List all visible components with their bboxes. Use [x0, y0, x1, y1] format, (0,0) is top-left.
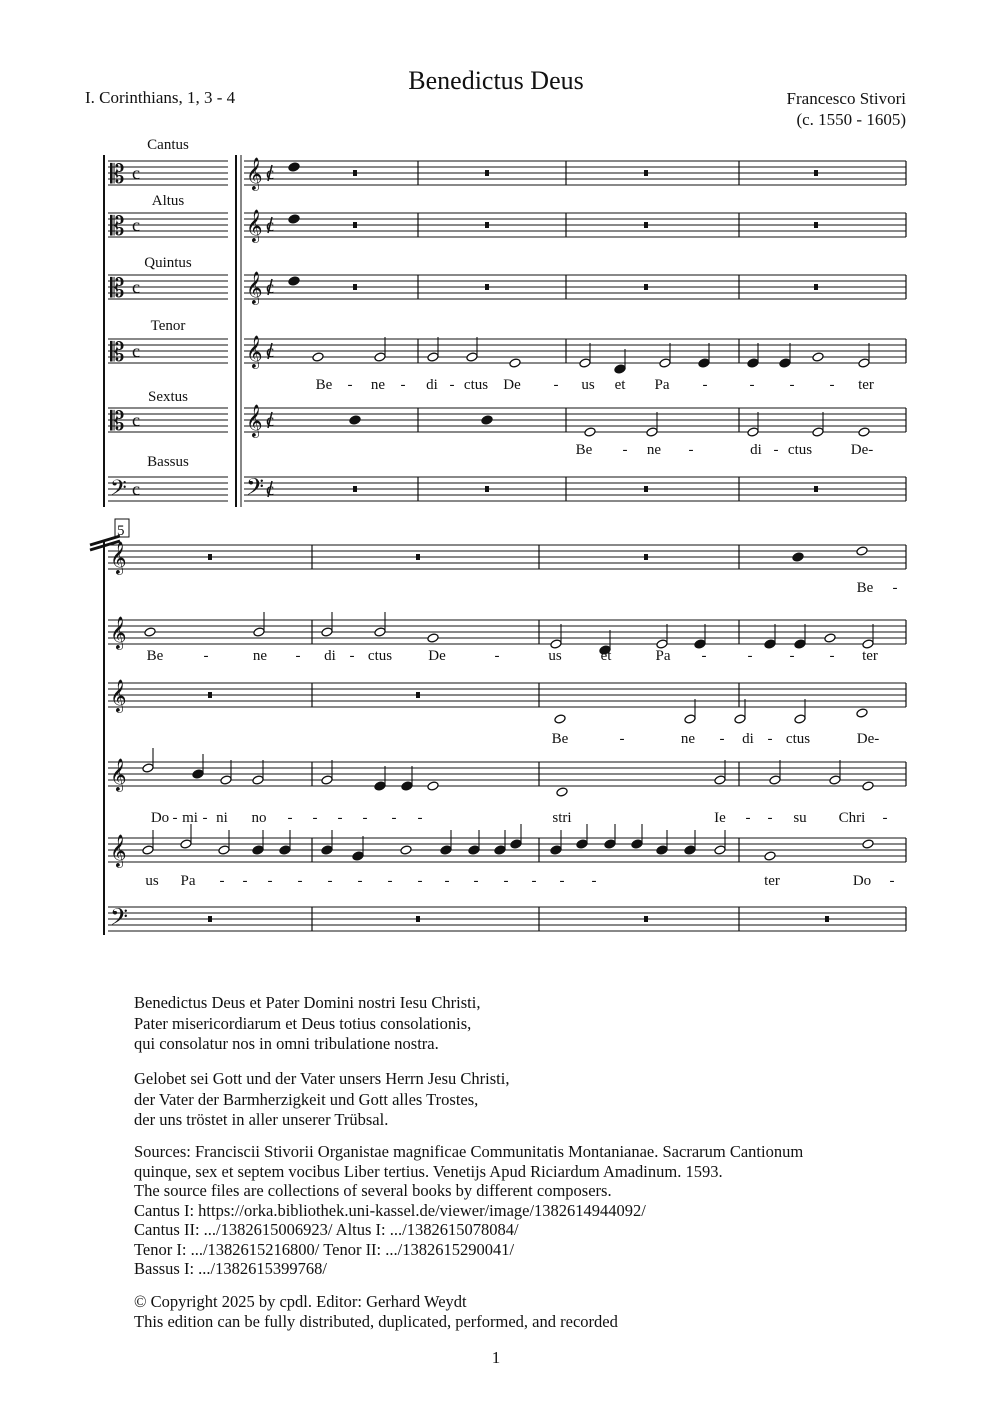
note-head [824, 633, 836, 643]
whole-rest [208, 554, 212, 560]
lyric-altus: di [324, 648, 336, 664]
note-head [144, 627, 156, 637]
lyric-altus: Pa [655, 648, 671, 664]
lyric-altus: - [349, 648, 355, 664]
incipit-note [288, 276, 300, 286]
note-head [321, 627, 333, 637]
note-head [684, 845, 696, 855]
note-head [646, 427, 658, 437]
lyric-sextus: - [688, 442, 694, 458]
lyric-quintus: Be [551, 731, 569, 747]
lyric-tenor: - [400, 377, 406, 393]
lyric-tenor: - [749, 377, 755, 393]
lyric-sextus: Do [852, 873, 872, 889]
lyric-sextus: - [357, 873, 363, 889]
lyric-tenor: ctus [463, 377, 489, 393]
note-head [349, 415, 361, 425]
treble-clef-icon: 𝄞 [110, 679, 127, 712]
lyric-tenor: De [503, 377, 521, 393]
note-head [769, 775, 781, 785]
whole-rest [814, 486, 818, 492]
lyric-tenor: - [362, 810, 368, 826]
page-number: 1 [491, 1348, 501, 1367]
c-clef-icon: 𝄡 [110, 160, 125, 190]
lyric-altus: - [789, 648, 795, 664]
half-rest [792, 552, 804, 562]
note-head [466, 352, 478, 362]
treble-clef-icon: 𝄞 [246, 404, 263, 437]
note-head [714, 775, 726, 785]
note-head [862, 781, 874, 791]
note-head [374, 627, 386, 637]
note-head [747, 358, 759, 368]
treble-clef-icon: 𝄞 [110, 616, 127, 649]
page-title: Benedictus Deus [408, 66, 584, 95]
german-line: Gelobet sei Gott und der Vater unsers Herrn Jesu Christi, [134, 1069, 510, 1088]
bass-clef-icon: 𝄢 [110, 476, 127, 506]
lyric-sextus: - [591, 873, 597, 889]
lyric-tenor: Ie [714, 810, 726, 826]
copyright-text [134, 1292, 618, 1332]
lyric-sextus: di [750, 442, 762, 458]
whole-rest [208, 916, 212, 922]
lyric-sextus: Be [575, 442, 593, 458]
whole-rest [644, 916, 648, 922]
lyric-altus: Be [146, 648, 164, 664]
treble-clef-icon: 𝄞 [246, 209, 263, 242]
lyric-sextus: - [417, 873, 423, 889]
c-clef-icon: 𝄡 [110, 212, 125, 242]
lyric-cantus: - [892, 580, 898, 596]
whole-rest [644, 554, 648, 560]
lyric-tenor: - [745, 810, 751, 826]
lyric-tenor: - [391, 810, 397, 826]
common-time-icon: c [266, 479, 274, 499]
note-head [374, 352, 386, 362]
lyric-sextus: - [297, 873, 303, 889]
treble-clef-icon: 𝄞 [246, 335, 263, 368]
lyric-quintus: - [719, 731, 725, 747]
lyric-sextus: - [219, 873, 225, 889]
lyric-tenor: Do [150, 810, 170, 826]
sources-text [134, 1142, 803, 1279]
scripture-reference: I. Corinthians, 1, 3 - 4 [85, 88, 236, 107]
note-head [440, 845, 452, 855]
common-time-icon: c [132, 410, 140, 430]
note-head [180, 839, 192, 849]
whole-rest [644, 486, 648, 492]
bass-clef-icon: 𝄢 [246, 473, 265, 506]
source-line: Bassus I: .../1382615399768/ [134, 1259, 327, 1278]
whole-rest [485, 284, 489, 290]
lyric-tenor: di [426, 377, 438, 393]
note-head [400, 845, 412, 855]
lyric-altus: ter [862, 648, 878, 664]
lyric-altus: us [548, 648, 562, 664]
note-head [829, 775, 841, 785]
note-head [747, 427, 759, 437]
c-clef-icon: 𝄡 [110, 407, 125, 437]
whole-rest [353, 170, 357, 176]
note-head [858, 358, 870, 368]
lyric-tenor: - [287, 810, 293, 826]
common-time-icon: c [266, 277, 274, 297]
note-head [794, 714, 806, 724]
whole-rest [416, 692, 420, 698]
incipit-note [288, 214, 300, 224]
note-head [684, 714, 696, 724]
lyric-sextus: - [267, 873, 273, 889]
whole-rest [485, 170, 489, 176]
note-head [812, 352, 824, 362]
lyric-tenor: - [202, 810, 208, 826]
whole-rest [353, 222, 357, 228]
lyric-tenor: Pa [654, 377, 670, 393]
whole-rest [416, 916, 420, 922]
note-head [550, 845, 562, 855]
common-time-icon: c [132, 341, 140, 361]
note-head [321, 845, 333, 855]
lyric-altus: De [428, 648, 446, 664]
note-head [427, 633, 439, 643]
whole-rest [485, 222, 489, 228]
lyric-quintus: ne [680, 731, 696, 747]
lyric-tenor: no [251, 810, 267, 826]
lyric-tenor: stri [552, 810, 572, 826]
measure-number: 5 [117, 523, 125, 539]
lyric-tenor: ne [370, 377, 386, 393]
whole-rest [814, 170, 818, 176]
voice-name-cantus: Cantus [147, 137, 189, 153]
common-time-icon: c [132, 163, 140, 183]
latin-text [134, 993, 480, 1055]
composer-name: Francesco Stivori [786, 89, 906, 108]
lyric-altus: - [701, 648, 707, 664]
lyric-tenor: - [789, 377, 795, 393]
lyric-sextus: - [531, 873, 537, 889]
whole-rest [825, 916, 829, 922]
composer-dates: (c. 1550 - 1605) [796, 110, 906, 129]
note-head [604, 839, 616, 849]
lyric-altus: - [829, 648, 835, 664]
note-head [579, 358, 591, 368]
lyric-tenor: mi [182, 810, 198, 826]
latin-line: Benedictus Deus et Pater Domini nostri Iesu Christi, [134, 993, 481, 1012]
whole-rest [353, 486, 357, 492]
common-time-icon: c [266, 163, 274, 183]
lyric-tenor: - [767, 810, 773, 826]
bass-clef-icon: 𝄢 [110, 903, 129, 936]
lyric-sextus: - [773, 442, 779, 458]
lyric-tenor: ni [216, 810, 228, 826]
source-line: Cantus II: .../1382615006923/ Altus I: .../1382615078084/ [134, 1220, 519, 1239]
latin-line: qui consolatur nos in omni tribulatione nostra. [134, 1034, 439, 1053]
german-line: der Vater der Barmherzigkeit und Gott alles Trostes, [134, 1089, 479, 1109]
lyric-altus: ctus [367, 648, 393, 664]
copyright-line: © Copyright 2025 by cpdl. Editor: Gerhard Weydt [134, 1292, 467, 1311]
voice-name-bassus: Bassus [147, 454, 189, 470]
lyric-tenor: - [172, 810, 178, 826]
lyric-sextus: - [444, 873, 450, 889]
note-head [427, 352, 439, 362]
lyric-tenor: - [702, 377, 708, 393]
treble-clef-icon: 𝄞 [246, 271, 263, 304]
common-time-icon: c [266, 215, 274, 235]
lyric-tenor: - [882, 810, 888, 826]
treble-clef-icon: 𝄞 [110, 758, 127, 791]
common-time-icon: c [266, 410, 274, 430]
note-head [192, 769, 204, 779]
german-text [134, 1069, 509, 1131]
note-head [856, 708, 868, 718]
note-head [510, 839, 522, 849]
voice-name-tenor: Tenor [150, 318, 186, 334]
lyric-tenor: su [793, 810, 807, 826]
lyric-tenor: Be [315, 377, 333, 393]
source-line: Tenor I: .../1382615216800/ Tenor II: .../1382615290041/ [134, 1239, 515, 1259]
source-line: Cantus I: https://orka.bibliothek.uni-kassel.de/viewer/image/1382614944092/ [134, 1200, 646, 1220]
note-head [794, 639, 806, 649]
lyric-tenor: - [449, 377, 455, 393]
lyric-tenor: - [829, 377, 835, 393]
note-head [321, 775, 333, 785]
whole-rest [644, 284, 648, 290]
whole-rest [644, 222, 648, 228]
note-head [856, 546, 868, 556]
lyric-cantus: Be [856, 580, 874, 596]
c-clef-icon: 𝄡 [110, 338, 125, 368]
note-head [312, 352, 324, 362]
whole-rest [814, 222, 818, 228]
note-head [734, 714, 746, 724]
whole-rest [814, 284, 818, 290]
whole-rest [353, 284, 357, 290]
whole-rest [485, 486, 489, 492]
voice-name-altus: Altus [151, 193, 185, 209]
note-head [494, 845, 506, 855]
lyric-sextus: ter [764, 873, 780, 889]
whole-rest [416, 554, 420, 560]
incipit-note [288, 162, 300, 172]
german-line: der uns tröstet in aller unserer Trübsal. [134, 1110, 389, 1129]
note-head [584, 427, 596, 437]
lyric-quintus: ctus [785, 731, 811, 747]
lyric-tenor: - [312, 810, 318, 826]
treble-clef-icon: 𝄞 [110, 541, 127, 574]
lyric-altus: - [295, 648, 301, 664]
note-head [468, 845, 480, 855]
lyric-sextus: - [889, 873, 895, 889]
lyric-sextus: - [242, 873, 248, 889]
note-head [253, 627, 265, 637]
note-head [614, 364, 626, 374]
whole-rest [644, 170, 648, 176]
note-head [401, 781, 413, 791]
note-head [779, 358, 791, 368]
treble-clef-icon: 𝄞 [110, 834, 127, 867]
treble-clef-icon: 𝄞 [246, 157, 263, 190]
note-head [252, 845, 264, 855]
lyric-quintus: di [742, 731, 754, 747]
lyric-altus: et [600, 648, 612, 664]
lyric-quintus: De- [856, 731, 880, 747]
lyric-tenor: - [417, 810, 423, 826]
note-head [631, 839, 643, 849]
whole-rest [208, 692, 212, 698]
common-time-icon: c [132, 479, 140, 499]
lyric-sextus: ne [646, 442, 662, 458]
lyric-altus: ne [252, 648, 268, 664]
lyric-tenor: - [553, 377, 559, 393]
latin-line: Pater misericordiarum et Deus totius consolationis, [134, 1013, 472, 1033]
lyric-tenor: - [347, 377, 353, 393]
note-head [142, 845, 154, 855]
source-line: The source files are collections of several books by different composers. [134, 1181, 612, 1200]
lyric-sextus: ctus [787, 442, 813, 458]
note-head [576, 839, 588, 849]
note-head [858, 427, 870, 437]
lyric-tenor: ter [858, 377, 874, 393]
note-head [142, 763, 154, 773]
lyric-sextus: De- [850, 442, 874, 458]
note-head [862, 839, 874, 849]
note-head [764, 851, 776, 861]
lyric-tenor: us [581, 377, 595, 393]
note-head [656, 845, 668, 855]
c-clef-icon: 𝄡 [110, 274, 125, 304]
common-time-icon: c [132, 277, 140, 297]
lyric-sextus: us [145, 873, 159, 889]
note-head [714, 845, 726, 855]
lyric-sextus: - [503, 873, 509, 889]
source-line: quinque, sex et septem vocibus Liber tertius. Venetijs Apud Riciardum Amadinum. 1593. [134, 1161, 723, 1181]
note-head [481, 415, 493, 425]
common-time-icon: c [266, 341, 274, 361]
note-head [556, 787, 568, 797]
voice-name-sextus: Sextus [147, 389, 189, 405]
lyric-sextus: - [387, 873, 393, 889]
lyric-quintus: - [767, 731, 773, 747]
note-head [698, 358, 710, 368]
note-head [279, 845, 291, 855]
note-head [252, 775, 264, 785]
note-head [374, 781, 386, 791]
note-head [218, 845, 230, 855]
note-head [812, 427, 824, 437]
lyric-quintus: - [619, 731, 625, 747]
source-line: Sources: Franciscii Stivorii Organistae magnificae Communitatis Montanianae. Sacrarum Cantionum [134, 1142, 804, 1161]
copyright-line: This edition can be fully distributed, duplicated, performed, and recorded [134, 1312, 618, 1331]
lyric-tenor: Chri [838, 810, 866, 826]
note-head [659, 358, 671, 368]
lyric-altus: - [203, 648, 209, 664]
note-head [509, 358, 521, 368]
lyric-altus: - [747, 648, 753, 664]
note-head [554, 714, 566, 724]
lyric-sextus: - [473, 873, 479, 889]
lyric-tenor: - [337, 810, 343, 826]
note-head [427, 781, 439, 791]
common-time-icon: c [132, 215, 140, 235]
lyric-sextus: - [327, 873, 333, 889]
lyric-sextus: Pa [180, 873, 196, 889]
lyric-sextus: - [622, 442, 628, 458]
lyric-altus: - [494, 648, 500, 664]
note-head [764, 639, 776, 649]
lyric-sextus: - [559, 873, 565, 889]
lyric-tenor: et [614, 377, 626, 393]
note-head [220, 775, 232, 785]
voice-name-quintus: Quintus [144, 255, 192, 271]
note-head [352, 851, 364, 861]
